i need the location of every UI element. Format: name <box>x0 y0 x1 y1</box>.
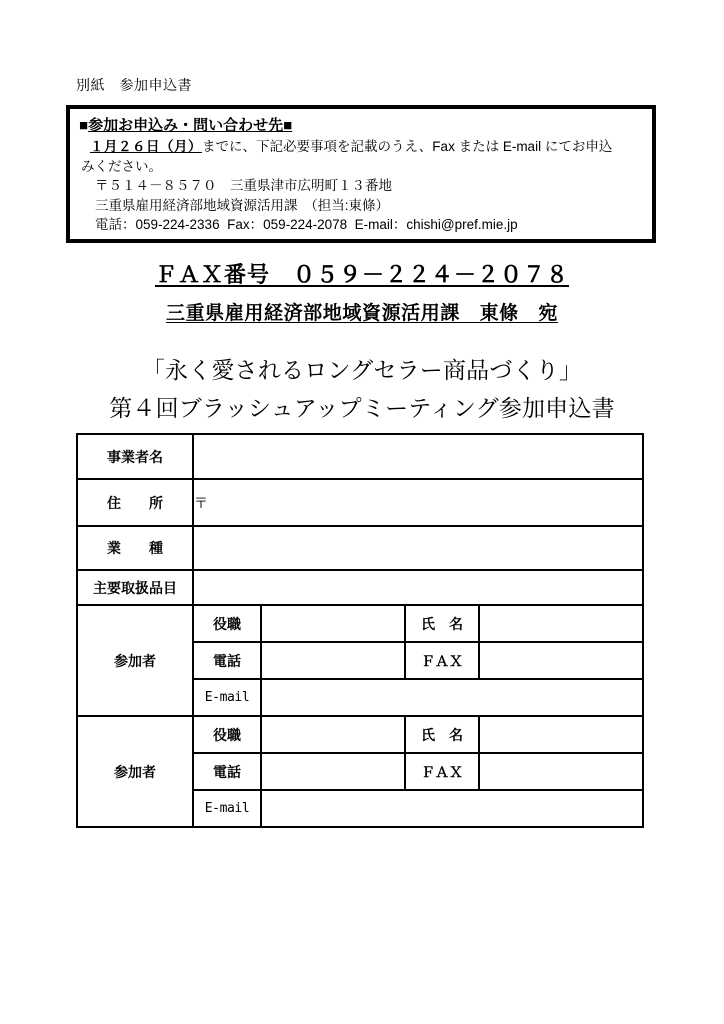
label-participant1-name: 氏 名 <box>405 605 479 642</box>
contact-tel-fax-mail-line: 電話：059-224-2336 Fax：059-224-2078 E-mail：chishi@pref.mie.jp <box>95 217 518 232</box>
field-main-products[interactable] <box>193 570 643 605</box>
label-participant1-position: 役職 <box>193 605 261 642</box>
field-participant2-fax[interactable] <box>479 753 643 790</box>
fax-number-heading <box>0 258 724 289</box>
application-deadline-line-2: みください。 <box>81 159 162 174</box>
label-participant2-tel: 電話 <box>193 753 261 790</box>
field-participant1-fax[interactable] <box>479 642 643 679</box>
contact-department-line: 三重県雇用経済部地域資源活用課 （担当:東條） <box>95 197 390 213</box>
field-participant1-email[interactable] <box>261 679 643 716</box>
label-participant2-name: 氏 名 <box>405 716 479 753</box>
table-row-industry <box>77 526 643 570</box>
field-industry[interactable] <box>193 526 643 570</box>
label-participant1-fax: ＦＡＸ <box>405 642 479 679</box>
field-participant1-position[interactable] <box>261 605 405 642</box>
contact-box-heading <box>79 115 643 137</box>
label-main-products: 主要取扱品目 <box>77 570 193 605</box>
table-row-main-products <box>77 570 643 605</box>
fax-recipient-text: 三重県雇用経済部地域資源活用課 東條 宛 <box>165 303 558 324</box>
label-participant-2: 参加者 <box>77 716 193 827</box>
label-participant1-email: E-mail <box>193 679 261 716</box>
table-row-address <box>77 479 643 526</box>
label-participant1-tel: 電話 <box>193 642 261 679</box>
field-participant2-name[interactable] <box>479 716 643 753</box>
label-industry: 業 種 <box>77 526 193 570</box>
label-participant2-fax: ＦＡＸ <box>405 753 479 790</box>
square-bullet-left-icon: ■ <box>79 117 89 134</box>
field-participant2-tel[interactable] <box>261 753 405 790</box>
label-company-name: 事業者名 <box>77 434 193 479</box>
event-title-line-2: 第４回ブラッシュアップミーティング参加申込書 <box>109 396 615 422</box>
table-row-company <box>77 434 643 479</box>
label-participant2-position: 役職 <box>193 716 261 753</box>
fax-number-text: ＦＡＸ番号 ０５９－２２４－２０７８ <box>154 262 569 287</box>
label-participant2-email: E-mail <box>193 790 261 827</box>
field-participant2-email[interactable] <box>261 790 643 827</box>
contact-info-box <box>66 105 656 243</box>
label-address: 住 所 <box>77 479 193 526</box>
contact-postal-line: 〒５１４－８５７０ 三重県津市広明町１３番地 <box>95 178 392 193</box>
contact-heading-text: 参加お申込み・問い合わせ先 <box>88 117 284 134</box>
field-company-name[interactable] <box>193 434 643 479</box>
event-title-line-1: 「永く愛されるロングセラー商品づくり」 <box>141 358 583 384</box>
fax-recipient-heading <box>0 298 724 325</box>
table-row-participant1-position <box>77 605 643 642</box>
deadline-date: １月２６日（月） <box>90 139 202 154</box>
document-label: 別紙 参加申込書 <box>76 77 192 93</box>
label-participant-1: 参加者 <box>77 605 193 716</box>
deadline-instruction: までに、下記必要事項を記載のうえ、Fax または E-mail にてお申込 <box>202 139 613 154</box>
square-bullet-right-icon: ■ <box>283 117 293 134</box>
field-participant1-tel[interactable] <box>261 642 405 679</box>
application-form-table <box>76 433 644 828</box>
field-participant2-position[interactable] <box>261 716 405 753</box>
table-row-participant2-position <box>77 716 643 753</box>
application-deadline-line <box>79 137 643 157</box>
field-participant1-name[interactable] <box>479 605 643 642</box>
field-address[interactable]: 〒 <box>193 479 643 526</box>
